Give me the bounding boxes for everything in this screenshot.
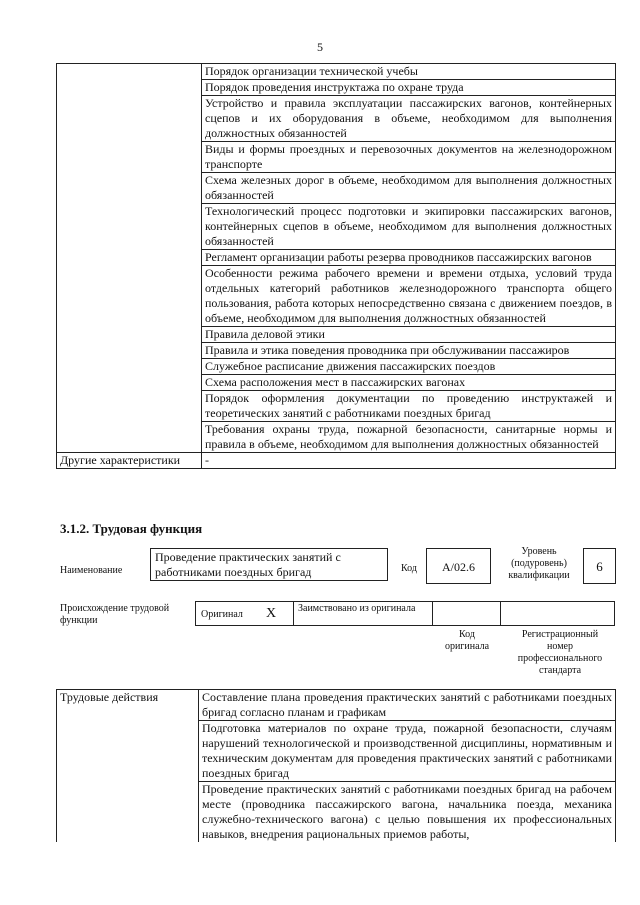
code-original-caption: Код оригинала — [444, 629, 490, 652]
qualification-level-label: Уровень (подуровень) квалификации — [508, 546, 570, 581]
knowledge-item: Устройство и правила эксплуатации пассажирских вагонов, контейнерных сцепов и их оборудования в объеме, необходимом для выполнения должностных обязанностей — [202, 96, 616, 142]
knowledge-item: Правила деловой этики — [202, 327, 616, 343]
origin-row — [195, 601, 615, 626]
code-label: Код — [401, 563, 417, 574]
table-row — [57, 64, 616, 80]
knowledge-item: Требования охраны труда, пожарной безопасности, санитарные нормы и правила в объеме, необходимом для выполнения должностных обязанностей — [202, 422, 616, 453]
origin-divider — [432, 601, 433, 626]
function-code: А/02.6 — [426, 548, 491, 584]
other-characteristics-value: - — [202, 453, 616, 469]
labor-action-item: Составление плана проведения практических занятий с работниками поездных бригад согласно планам и графикам — [199, 690, 616, 721]
knowledge-item: Порядок оформления документации по проведению инструктажей и теоретических занятий с работниками поездных бригад — [202, 391, 616, 422]
knowledge-item: Порядок проведения инструктажа по охране труда — [202, 80, 616, 96]
original-label: Оригинал — [201, 609, 243, 620]
labor-actions-label: Трудовые действия — [57, 690, 199, 843]
page-number: 5 — [317, 40, 323, 54]
knowledge-item: Служебное расписание движения пассажирских поездов — [202, 359, 616, 375]
registration-number-caption: Регистрационный номер профессионального стандарта — [517, 629, 603, 676]
knowledge-item: Схема расположения мест в пассажирских вагонах — [202, 375, 616, 391]
knowledge-item: Правила и этика поведения проводника при обслуживании пассажиров — [202, 343, 616, 359]
qualification-level-value: 6 — [583, 548, 616, 584]
knowledge-table — [56, 63, 616, 469]
original-mark: X — [266, 606, 277, 621]
name-label: Наименование — [60, 565, 123, 576]
other-characteristics-label: Другие характеристики — [57, 453, 202, 469]
knowledge-item: Особенности режима рабочего времени и времени отдыха, условий труда отдельных категорий работников железнодорожного транспорта общего пользования, работа которых непосредственно связана с движением поездов, в объеме, необходимом для выполнения должностных обязанностей — [202, 266, 616, 327]
labor-actions-table — [56, 689, 616, 842]
knowledge-label-cell — [57, 64, 202, 453]
knowledge-item: Виды и формы проездных и перевозочных документов на железнодорожном транспорте — [202, 142, 616, 173]
labor-action-item: Подготовка материалов по охране труда, пожарной безопасности, случаям нарушений технологической и производственной дисциплины, нормативным и техническим документам для проведения практических занятий с работниками поездных бригад — [199, 721, 616, 782]
knowledge-item: Регламент организации работы резерва проводников пассажирских вагонов — [202, 250, 616, 266]
section-title: 3.1.2. Трудовая функция — [60, 521, 203, 536]
knowledge-item: Порядок организации технической учебы — [202, 64, 616, 80]
table-row — [57, 690, 616, 721]
origin-divider — [500, 601, 501, 626]
knowledge-item: Технологический процесс подготовки и экипировки пассажирских вагонов, контейнерных сцепов в объеме, необходимом для выполнения должностных обязанностей — [202, 204, 616, 250]
origin-label: Происхождение трудовой функции — [60, 603, 170, 626]
table-row — [57, 453, 616, 469]
function-name: Проведение практических занятий с работниками поездных бригад — [150, 548, 388, 581]
origin-divider — [293, 601, 294, 626]
labor-action-item: Проведение практических занятий с работниками поездных бригад на рабочем месте (проводника пассажирского вагона, начальника поезда, механика служебно-технического вагона) с целью повышения их профессиональных навыков, внедрения рациональных приемов работы, — [199, 782, 616, 843]
knowledge-item: Схема железных дорог в объеме, необходимом для выполнения должностных обязанностей — [202, 173, 616, 204]
borrowed-label: Заимствовано из оригинала — [298, 603, 416, 614]
